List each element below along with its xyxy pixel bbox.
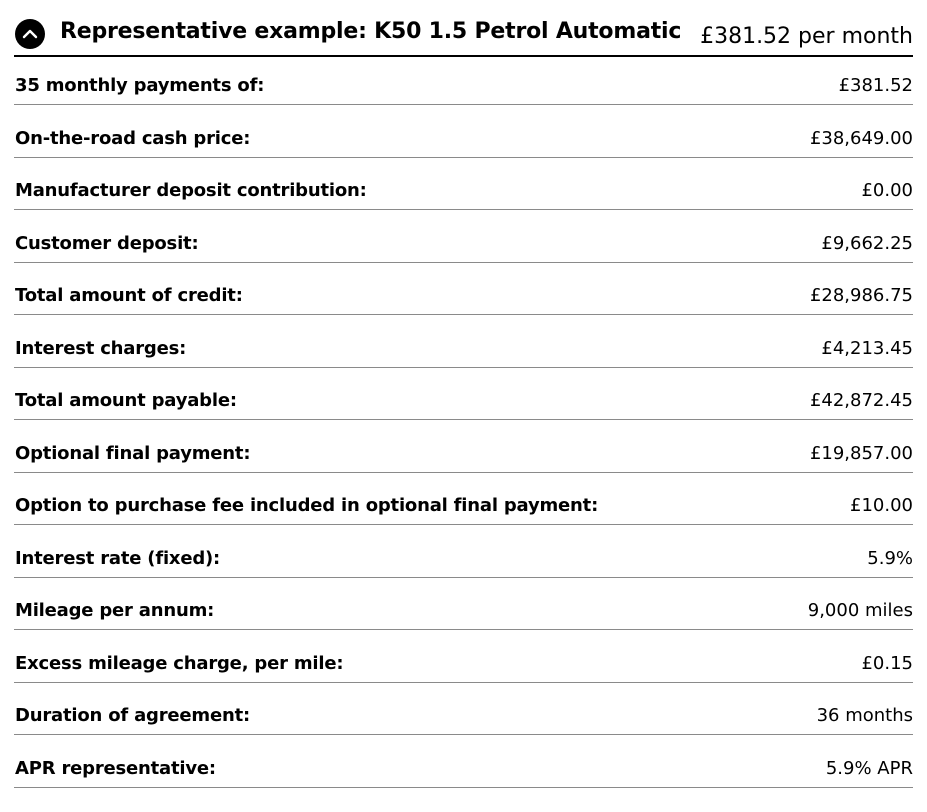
row-label: Option to purchase fee included in optional final payment: bbox=[15, 495, 599, 516]
row-value: £381.52 bbox=[838, 75, 913, 96]
row-value: £4,213.45 bbox=[821, 337, 913, 359]
list-item bbox=[14, 158, 913, 211]
row-value: 36 months bbox=[816, 705, 913, 726]
list-item bbox=[14, 57, 913, 105]
list-item bbox=[14, 578, 913, 631]
row-label: Excess mileage charge, per mile: bbox=[15, 652, 344, 674]
collapse-toggle-button[interactable] bbox=[15, 19, 45, 49]
list-item bbox=[14, 630, 913, 683]
row-value: £19,857.00 bbox=[809, 442, 913, 464]
list-item bbox=[14, 368, 913, 421]
finance-example-panel bbox=[14, 0, 913, 788]
row-value: £28,986.75 bbox=[809, 285, 913, 306]
chevron-up-icon bbox=[22, 29, 38, 39]
row-label: Interest charges: bbox=[15, 337, 187, 359]
row-value: £0.00 bbox=[861, 180, 913, 201]
row-label: Duration of agreement: bbox=[15, 705, 250, 726]
row-label: Interest rate (fixed): bbox=[15, 547, 221, 569]
row-label: Mileage per annum: bbox=[15, 600, 215, 621]
row-value: £9,662.25 bbox=[821, 232, 913, 254]
list-item bbox=[14, 420, 913, 473]
row-label: Total amount payable: bbox=[15, 390, 237, 411]
row-label: Manufacturer deposit contribution: bbox=[15, 180, 367, 201]
list-item bbox=[14, 263, 913, 316]
panel-title: Representative example: K50 1.5 Petrol Automatic bbox=[60, 19, 682, 44]
monthly-price: £381.52 per month bbox=[700, 24, 913, 49]
row-value: £38,649.00 bbox=[809, 127, 913, 149]
row-value: 5.9% bbox=[867, 547, 913, 569]
list-item bbox=[14, 525, 913, 578]
list-item bbox=[14, 473, 913, 526]
list-item bbox=[14, 683, 913, 736]
row-value: £10.00 bbox=[850, 495, 913, 516]
list-item bbox=[14, 315, 913, 368]
row-label: Customer deposit: bbox=[15, 232, 199, 254]
row-value: £42,872.45 bbox=[809, 390, 913, 411]
list-item bbox=[14, 105, 913, 158]
row-label: Optional final payment: bbox=[15, 442, 251, 464]
row-label: Total amount of credit: bbox=[15, 285, 243, 306]
list-item bbox=[14, 210, 913, 263]
panel-header[interactable] bbox=[14, 0, 913, 57]
row-value: 9,000 miles bbox=[807, 600, 913, 621]
list-item bbox=[14, 735, 913, 788]
row-label: APR representative: bbox=[15, 757, 216, 779]
row-value: £0.15 bbox=[861, 652, 913, 674]
row-label: 35 monthly payments of: bbox=[15, 75, 265, 96]
row-label: On-the-road cash price: bbox=[15, 127, 251, 149]
row-value: 5.9% APR bbox=[825, 757, 913, 779]
finance-details-list bbox=[14, 57, 913, 788]
